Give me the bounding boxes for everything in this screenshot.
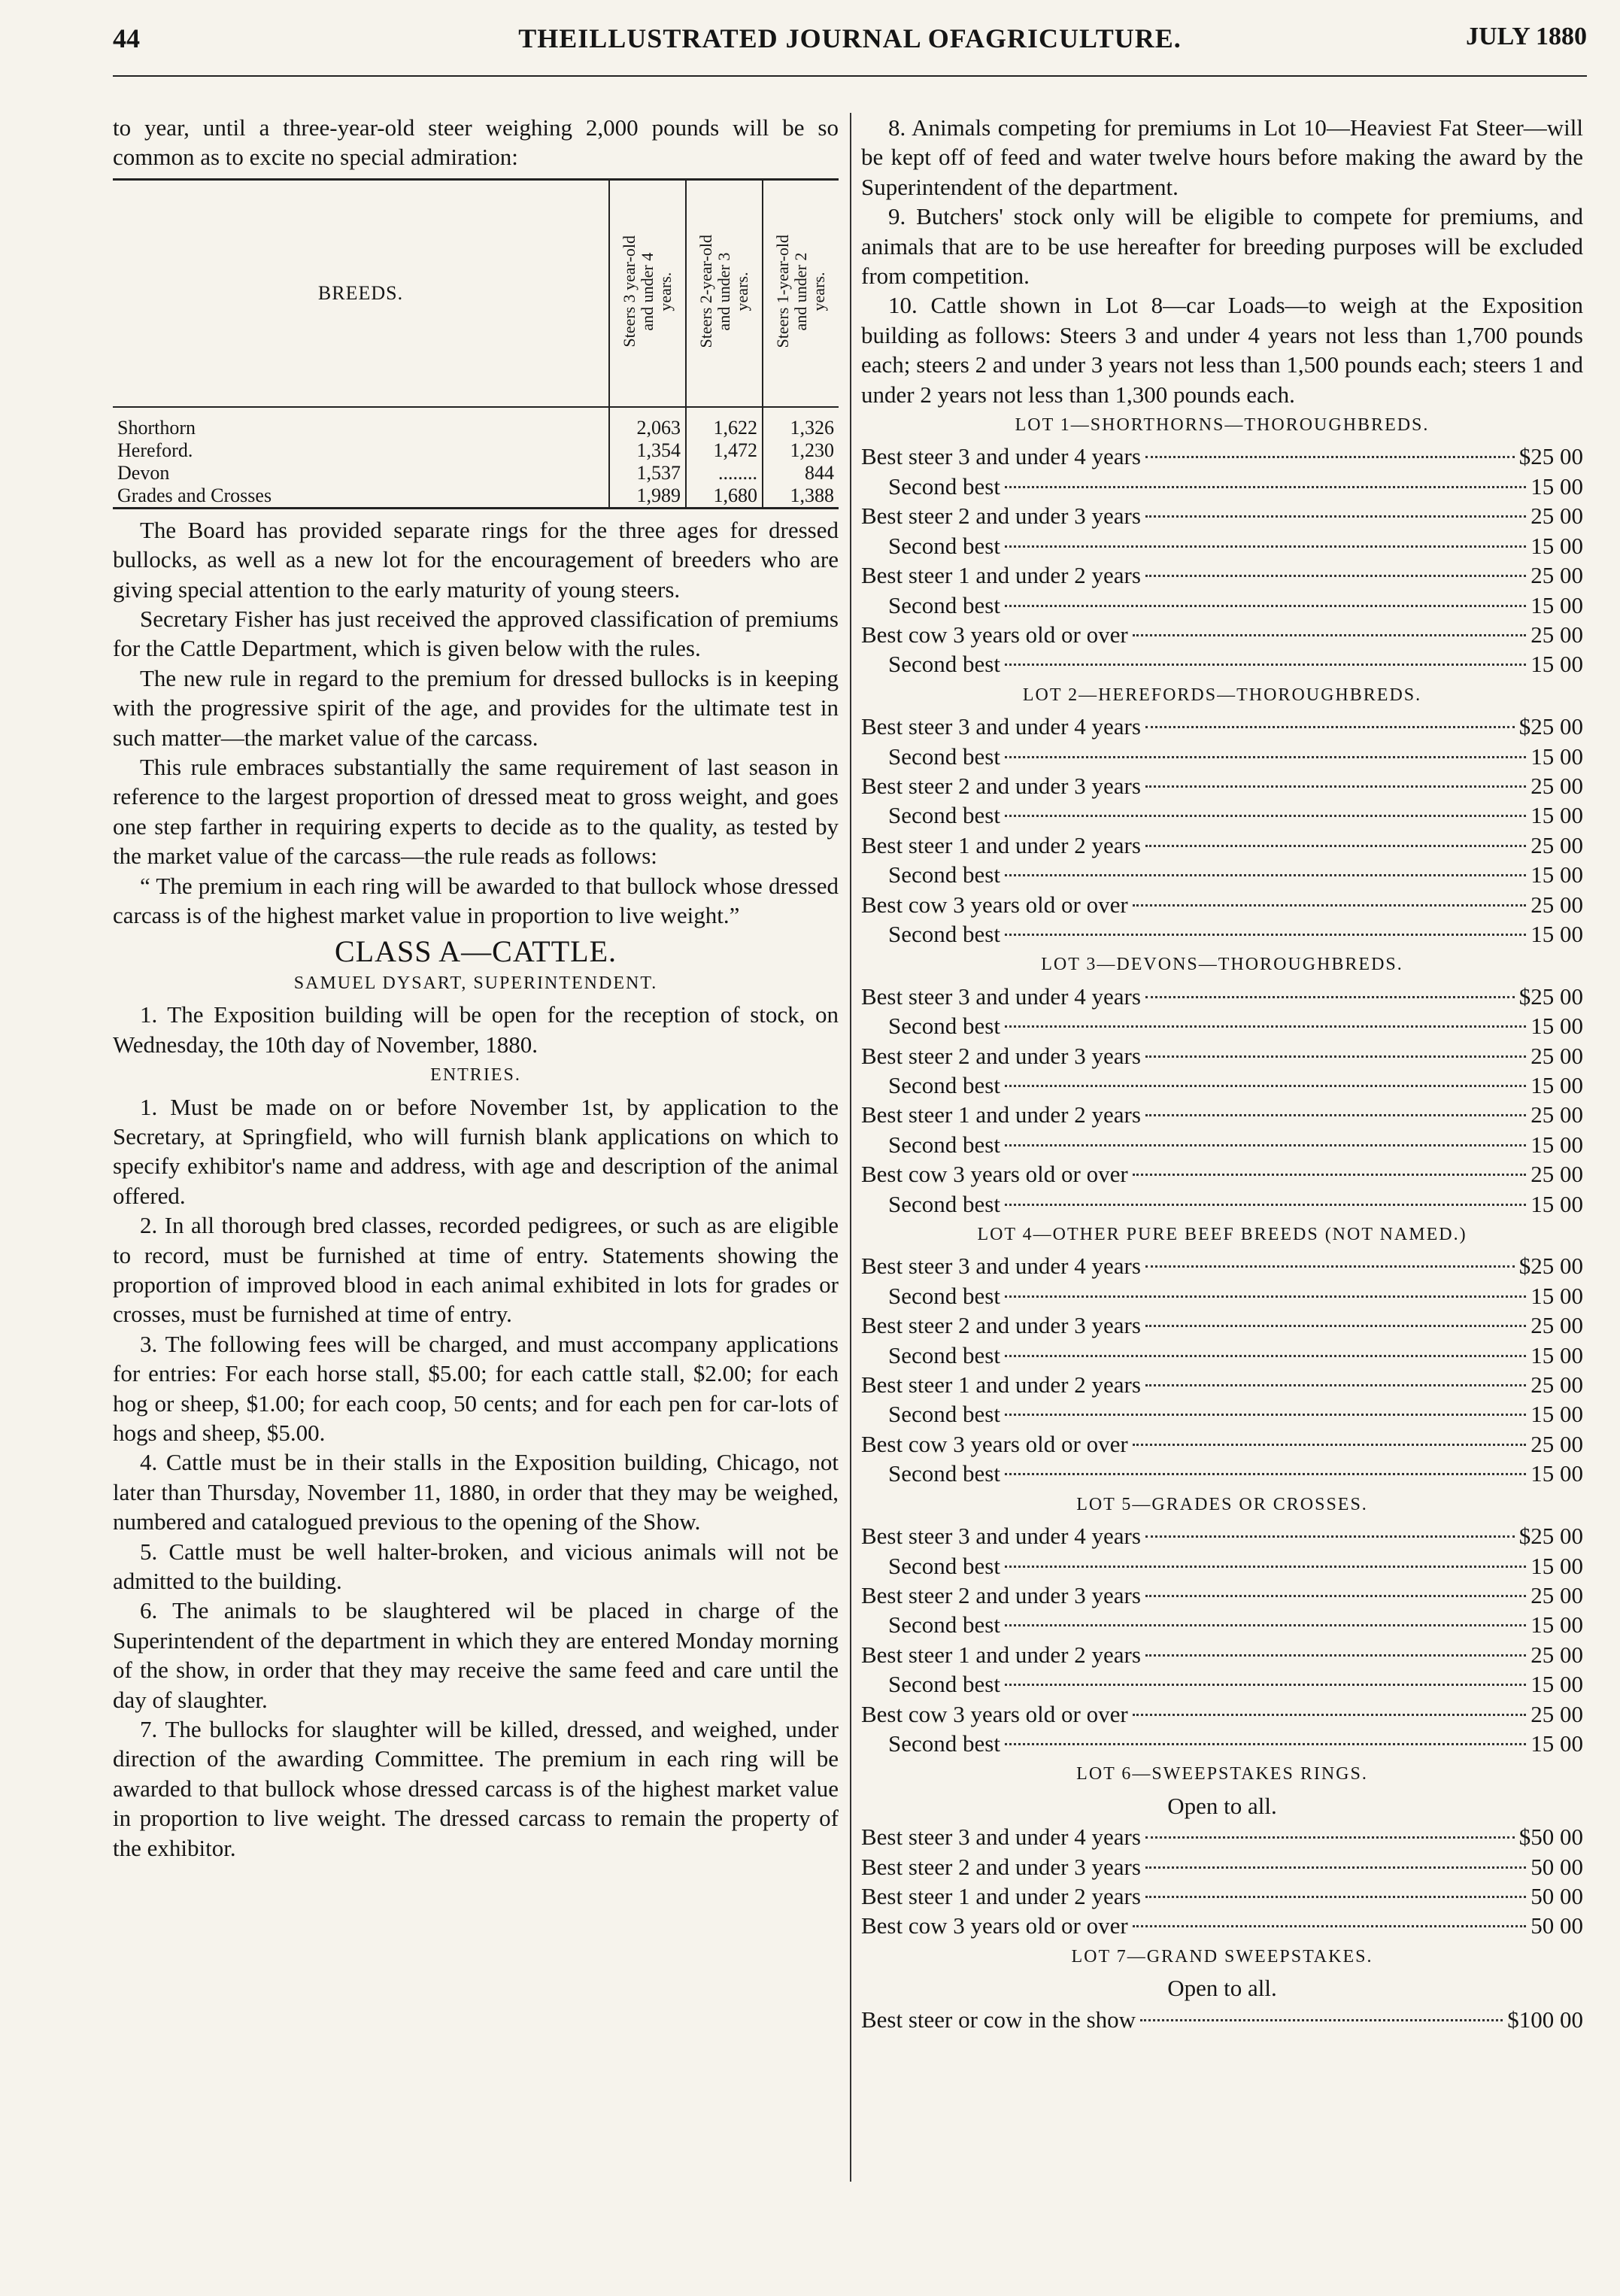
premium-amount: $25 00 — [1518, 443, 1583, 470]
dot-leader — [1145, 1896, 1526, 1898]
premium-amount: 25 00 — [1531, 1700, 1583, 1727]
header-rule — [113, 75, 1587, 77]
superintendent-line: SAMUEL DYSART, SUPERINTENDENT. — [293, 973, 658, 993]
dot-leader — [1005, 1204, 1526, 1206]
premium-amount: 15 00 — [1531, 1282, 1583, 1309]
dot-leader — [1005, 664, 1526, 666]
premium-amount: 25 00 — [1531, 1161, 1583, 1188]
lot-heading: LOT 5—GRADES OR CROSSES. — [1076, 1494, 1368, 1514]
premium-label: Second best — [888, 1671, 1000, 1698]
premium-row — [861, 2005, 1583, 2034]
premium-row — [861, 1189, 1583, 1219]
premium-lots — [861, 411, 1583, 2034]
breeds-column-header: BREEDS. — [317, 282, 404, 305]
dot-leader — [1145, 1055, 1526, 1058]
premium-amount: $25 00 — [1518, 1253, 1583, 1280]
dot-leader — [1145, 1114, 1526, 1116]
premium-label: Best steer 3 and under 4 years — [861, 1824, 1141, 1851]
table-row — [113, 484, 839, 509]
dot-leader — [1005, 545, 1526, 548]
premium-label: Second best — [888, 591, 1000, 618]
premium-label: Best steer 1 and under 2 years — [861, 1882, 1141, 1909]
premium-label: Best steer 1 and under 2 years — [861, 1641, 1141, 1668]
premium-row — [861, 982, 1583, 1011]
table-row — [113, 439, 839, 462]
premium-row — [861, 591, 1583, 620]
premium-label: Second best — [888, 1131, 1000, 1158]
dot-leader — [1005, 1624, 1526, 1626]
premium-label: Second best — [888, 1282, 1000, 1309]
value-2yr: ........ — [686, 462, 763, 484]
premium-amount: 25 00 — [1531, 1371, 1583, 1399]
premium-label: Best steer 3 and under 4 years — [861, 713, 1141, 740]
dot-leader — [1133, 1714, 1527, 1716]
entry-3: 3. The following fees will be charged, and must accompany applications for entries: For each horse stall, $5.00; for each cattle stall, $2.00; for each hog or sheep, $1.00; for each coop, 50 cents; and for each pen for car-lots of hogs and sheep, $5.00. — [113, 1330, 839, 1446]
premium-amount: 25 00 — [1531, 1312, 1583, 1339]
premium-label: Best steer 1 and under 2 years — [861, 1371, 1141, 1399]
premium-amount: 50 00 — [1531, 1912, 1583, 1939]
paragraph-secretary: Secretary Fisher has just received the approved classification of premiums for the Cattle Department, which is given below with the rules. — [113, 606, 839, 662]
value-3yr: 2,063 — [609, 407, 686, 439]
premium-row — [861, 1852, 1583, 1881]
premium-quote: “ The premium in each ring will be awarded to that bullock whose dressed carcass is of the highest market value in proportion to live weight.” — [113, 872, 839, 929]
table-row — [113, 407, 839, 439]
premium-label: Second best — [888, 920, 1000, 947]
premium-amount: 25 00 — [1531, 831, 1583, 858]
premium-amount: 50 00 — [1531, 1882, 1583, 1909]
premium-amount: 25 00 — [1531, 1581, 1583, 1608]
value-3yr: 1,989 — [609, 484, 686, 509]
premium-amount: 25 00 — [1531, 503, 1583, 530]
premium-label: Second best — [888, 1611, 1000, 1638]
issue-date: JULY 1880 — [1466, 23, 1587, 50]
premium-label: Second best — [888, 1072, 1000, 1098]
dot-leader — [1005, 1743, 1526, 1745]
premium-label: Second best — [888, 861, 1000, 888]
premium-amount: 15 00 — [1531, 1401, 1583, 1428]
dot-leader — [1145, 1595, 1526, 1597]
premium-amount: 25 00 — [1531, 1042, 1583, 1069]
premium-label: Second best — [888, 1341, 1000, 1368]
premium-row — [861, 472, 1583, 501]
breed-name: Hereford. — [117, 439, 193, 461]
dot-leader — [1145, 1654, 1526, 1657]
premium-label: Best cow 3 years old or over — [861, 1430, 1128, 1457]
premium-row — [861, 1041, 1583, 1071]
dot-leader — [1145, 1265, 1515, 1268]
dot-leader — [1133, 634, 1527, 636]
premium-amount: $25 00 — [1518, 982, 1583, 1010]
premium-row — [861, 1521, 1583, 1550]
dot-leader — [1145, 1866, 1526, 1869]
dot-leader — [1005, 1566, 1526, 1568]
premium-row — [861, 919, 1583, 949]
premium-amount: 15 00 — [1531, 532, 1583, 559]
lot-heading: LOT 1—SHORTHORNS—THOROUGHBREDS. — [1015, 415, 1430, 436]
dot-leader — [1145, 785, 1526, 788]
dot-leader — [1145, 1836, 1515, 1839]
premium-amount: $25 00 — [1518, 713, 1583, 740]
premium-row — [861, 1911, 1583, 1940]
premium-row — [861, 1881, 1583, 1911]
breeds-weight-table — [113, 178, 839, 509]
premium-row — [861, 1581, 1583, 1610]
dot-leader — [1140, 2019, 1503, 2021]
value-3yr: 1,537 — [609, 462, 686, 484]
value-2yr: 1,472 — [686, 439, 763, 462]
dot-leader — [1133, 1444, 1527, 1446]
premium-row — [861, 890, 1583, 919]
entry-1: 1. Must be made on or before November 1st, by application to the Secretary, at Springfield, who will furnish blank applications on which to specify exhibitor's name and address, with age and description of the animal offered. — [113, 1093, 839, 1209]
open-to-all-note: Open to all. — [1167, 1792, 1277, 1819]
premium-amount: 15 00 — [1531, 1460, 1583, 1487]
premium-label: Best steer 1 and under 2 years — [861, 562, 1141, 589]
premium-amount: 15 00 — [1531, 1341, 1583, 1368]
premium-amount: 15 00 — [1531, 591, 1583, 618]
rule-10: 10. Cattle shown in Lot 8—car Loads—to weigh at the Exposition building as follows: Steers 3 and under 4 years not less than 1,700 pounds each; steers 2 and under 3 years not less than 1,500 pounds each; steers 1 and under 2 years not less than 1,300 pounds each. — [861, 292, 1583, 408]
dot-leader — [1005, 486, 1526, 488]
premium-row — [861, 1130, 1583, 1159]
lot-heading: LOT 7—GRAND SWEEPSTAKES. — [1071, 1946, 1373, 1966]
premium-label: Best cow 3 years old or over — [861, 891, 1128, 918]
dot-leader — [1005, 1085, 1526, 1087]
premium-row — [861, 442, 1583, 471]
premium-row — [861, 1551, 1583, 1581]
premium-row — [861, 831, 1583, 860]
journal-title: THEILLUSTRATED JOURNAL OFAGRICULTURE. — [518, 23, 1182, 53]
dot-leader — [1145, 1535, 1515, 1538]
premium-label: Second best — [888, 532, 1000, 559]
value-2yr: 1,680 — [686, 484, 763, 509]
dot-leader — [1133, 1174, 1527, 1176]
premium-label: Best steer 1 and under 2 years — [861, 1101, 1141, 1128]
paragraph-rings: The Board has provided separate rings for the three ages for dressed bullocks, as well as a new lot for the encouragement of breeders who are giving special attention to the early maturity of young steers. — [113, 516, 839, 603]
premium-amount: 50 00 — [1531, 1853, 1583, 1880]
premium-label: Second best — [888, 802, 1000, 829]
premium-amount: 15 00 — [1531, 802, 1583, 829]
premium-amount: 15 00 — [1531, 472, 1583, 500]
premium-row — [861, 771, 1583, 800]
premium-row — [861, 712, 1583, 741]
dot-leader — [1005, 815, 1526, 817]
premium-label: Second best — [888, 1013, 1000, 1040]
premium-row — [861, 1011, 1583, 1040]
premium-label: Second best — [888, 651, 1000, 678]
premium-label: Second best — [888, 1401, 1000, 1428]
value-3yr: 1,354 — [609, 439, 686, 462]
premium-row — [861, 1429, 1583, 1459]
premium-row — [861, 742, 1583, 771]
premium-label: Best steer 3 and under 4 years — [861, 1253, 1141, 1280]
premium-row — [861, 501, 1583, 530]
premium-amount: 15 00 — [1531, 1552, 1583, 1579]
premium-amount: 15 00 — [1531, 861, 1583, 888]
value-1yr: 1,388 — [763, 484, 839, 509]
value-2yr: 1,622 — [686, 407, 763, 439]
premium-row — [861, 1251, 1583, 1280]
premium-row — [861, 1159, 1583, 1189]
premium-row — [861, 800, 1583, 830]
premium-amount: 15 00 — [1531, 1072, 1583, 1098]
premium-amount: 25 00 — [1531, 772, 1583, 799]
premium-row — [861, 1341, 1583, 1370]
lot-heading: LOT 4—OTHER PURE BEEF BREEDS (NOT NAMED.) — [977, 1225, 1467, 1245]
dot-leader — [1145, 515, 1526, 518]
paragraph-new-rule: The new rule in regard to the premium for dressed bullocks is in keeping with the progressive spirit of the age, and provides for the ultimate test in such matter—the market value of the carcass. — [113, 664, 839, 751]
premium-amount: $50 00 — [1518, 1824, 1583, 1851]
premium-amount: 15 00 — [1531, 1671, 1583, 1698]
premium-amount: 15 00 — [1531, 1013, 1583, 1040]
premium-label: Best steer 1 and under 2 years — [861, 831, 1141, 858]
age-header-2yr: Steers 2-year-old and under 3 years. — [686, 179, 763, 407]
lot-heading: LOT 2—HEREFORDS—THOROUGHBREDS. — [1022, 685, 1422, 705]
premium-amount: 25 00 — [1531, 1101, 1583, 1128]
premium-label: Best cow 3 years old or over — [861, 1700, 1128, 1727]
premium-row — [861, 620, 1583, 649]
premium-amount: 25 00 — [1531, 562, 1583, 589]
premium-label: Best steer 3 and under 4 years — [861, 443, 1141, 470]
left-column — [113, 113, 839, 1863]
lot-heading: LOT 3—DEVONS—THOROUGHBREDS. — [1041, 955, 1403, 975]
premium-row — [861, 1729, 1583, 1758]
entry-4: 4. Cattle must be in their stalls in the Exposition building, Chicago, not later than Thursday, November 11, 1880, in order that they may be weighed, numbered and catalogued previous to the opening of the Show. — [113, 1449, 839, 1535]
premium-amount: 25 00 — [1531, 891, 1583, 918]
value-1yr: 1,326 — [763, 407, 839, 439]
premium-label: Second best — [888, 1460, 1000, 1487]
dot-leader — [1005, 756, 1526, 758]
premium-label: Best cow 3 years old or over — [861, 1912, 1128, 1939]
premium-label: Second best — [888, 472, 1000, 500]
entry-2: 2. In all thorough bred classes, recorded pedigrees, or such as are eligible to record, must be furnished at time of entry. Statements showing the proportion of improved blood in each animal exhibited in lots for grades or crosses, must be furnished at time of entry. — [113, 1212, 839, 1328]
premium-amount: 25 00 — [1531, 621, 1583, 648]
dot-leader — [1145, 1384, 1526, 1386]
premium-amount: 15 00 — [1531, 1730, 1583, 1757]
dot-leader — [1005, 1295, 1526, 1298]
dot-leader — [1005, 605, 1526, 607]
class-heading: CLASS A—CATTLE. — [334, 934, 617, 968]
premium-amount: 15 00 — [1531, 1611, 1583, 1638]
premium-amount: 15 00 — [1531, 651, 1583, 678]
running-head — [113, 23, 1587, 68]
open-to-all-note: Open to all. — [1167, 1975, 1277, 2002]
breed-name: Grades and Crosses — [117, 484, 272, 506]
premium-row — [861, 1640, 1583, 1669]
premium-row — [861, 1281, 1583, 1310]
premium-row — [861, 1669, 1583, 1699]
premium-label: Best steer or cow in the show — [861, 2006, 1136, 2033]
table-row — [113, 462, 839, 484]
premium-amount: $100 00 — [1507, 2006, 1583, 2033]
premium-row — [861, 1610, 1583, 1639]
paragraph-embraces: This rule embraces substantially the same requirement of last season in reference to the largest proportion of dressed meat to gross weight, and goes one step farther in requiring experts to decide as to the quality, as tested by the market value of the carcass—the rule reads as follows: — [113, 754, 839, 870]
table-header-row — [113, 179, 839, 407]
age-header-3yr: Steers 3 year-old and under 4 years. — [609, 179, 686, 407]
premium-row — [861, 1459, 1583, 1488]
dot-leader — [1005, 1025, 1526, 1028]
dot-leader — [1145, 456, 1515, 458]
premium-row — [861, 860, 1583, 889]
premium-label: Second best — [888, 743, 1000, 770]
premium-row — [861, 1100, 1583, 1129]
premium-row — [861, 1822, 1583, 1851]
premium-label: Best steer 2 and under 3 years — [861, 503, 1141, 530]
intro-paragraph: to year, until a three-year-old steer weighing 2,000 pounds will be so common as to excite no special admiration: — [113, 114, 839, 171]
dot-leader — [1145, 1325, 1526, 1327]
premium-label: Best steer 3 and under 4 years — [861, 1523, 1141, 1550]
premium-amount: 15 00 — [1531, 1131, 1583, 1158]
entry-5: 5. Cattle must be well halter-broken, and vicious animals will not be admitted to the building. — [113, 1538, 839, 1595]
premium-label: Second best — [888, 1730, 1000, 1757]
entry-7: 7. The bullocks for slaughter will be killed, dressed, and weighed, under direction of the awarding Committee. The premium in each ring will be awarded to that bullock whose dressed carcass is of the highest market value in proportion to live weight. The dressed carcass to remain the property of the exhibitor. — [113, 1716, 839, 1861]
dot-leader — [1145, 726, 1515, 728]
premium-label: Best steer 2 and under 3 years — [861, 1581, 1141, 1608]
dot-leader — [1005, 1473, 1526, 1475]
page-number: 44 — [113, 23, 140, 53]
value-1yr: 1,230 — [763, 439, 839, 462]
premium-label: Best cow 3 years old or over — [861, 621, 1128, 648]
premium-row — [861, 560, 1583, 590]
premium-label: Best steer 3 and under 4 years — [861, 982, 1141, 1010]
rule-1: 1. The Exposition building will be open for the reception of stock, on Wednesday, the 10th day of November, 1880. — [113, 1001, 839, 1058]
premium-amount: 25 00 — [1531, 1430, 1583, 1457]
dot-leader — [1005, 1144, 1526, 1146]
premium-amount: 15 00 — [1531, 743, 1583, 770]
premium-row — [861, 531, 1583, 560]
rule-8: 8. Animals competing for premiums in Lot 10—Heaviest Fat Steer—will be kept off of feed and water twelve hours before making the award by the Superintendent of the department. — [861, 114, 1583, 200]
premium-row — [861, 1699, 1583, 1729]
rule-9: 9. Butchers' stock only will be eligible to compete for premiums, and animals that are to be use hereafter for breeding purposes will be excluded from competition. — [861, 203, 1583, 290]
premium-row — [861, 1370, 1583, 1399]
entries-heading: ENTRIES. — [430, 1065, 521, 1086]
value-1yr: 844 — [763, 462, 839, 484]
premium-row — [861, 1399, 1583, 1429]
premium-row — [861, 649, 1583, 679]
dot-leader — [1133, 904, 1527, 907]
premium-row — [861, 1071, 1583, 1100]
premium-label: Best steer 2 and under 3 years — [861, 1312, 1141, 1339]
premium-amount: 15 00 — [1531, 920, 1583, 947]
dot-leader — [1005, 1355, 1526, 1357]
premium-label: Best steer 2 and under 3 years — [861, 772, 1141, 799]
breed-name: Shorthorn — [117, 416, 196, 439]
premium-label: Best cow 3 years old or over — [861, 1161, 1128, 1188]
premium-amount: 25 00 — [1531, 1641, 1583, 1668]
premium-label: Second best — [888, 1190, 1000, 1217]
premium-label: Best steer 2 and under 3 years — [861, 1042, 1141, 1069]
dot-leader — [1005, 934, 1526, 936]
column-divider — [850, 113, 851, 2182]
dot-leader — [1005, 874, 1526, 876]
lot-heading: LOT 6—SWEEPSTAKES RINGS. — [1076, 1764, 1368, 1784]
breed-name: Devon — [117, 461, 170, 484]
premium-label: Second best — [888, 1552, 1000, 1579]
right-column — [861, 113, 1583, 2034]
premium-label: Best steer 2 and under 3 years — [861, 1853, 1141, 1880]
dot-leader — [1005, 1684, 1526, 1686]
premium-amount: $25 00 — [1518, 1523, 1583, 1550]
premium-row — [861, 1310, 1583, 1340]
premium-amount: 15 00 — [1531, 1190, 1583, 1217]
entry-6: 6. The animals to be slaughtered wil be placed in charge of the Superintendent of the department in which they are entered Monday morning of the show, in order that they may receive the same feed and care until the day of slaughter. — [113, 1597, 839, 1713]
dot-leader — [1145, 575, 1526, 577]
age-header-1yr: Steers 1-year-old and under 2 years. — [763, 179, 839, 407]
dot-leader — [1145, 845, 1526, 847]
dot-leader — [1133, 1925, 1527, 1927]
dot-leader — [1145, 996, 1515, 998]
dot-leader — [1005, 1414, 1526, 1416]
